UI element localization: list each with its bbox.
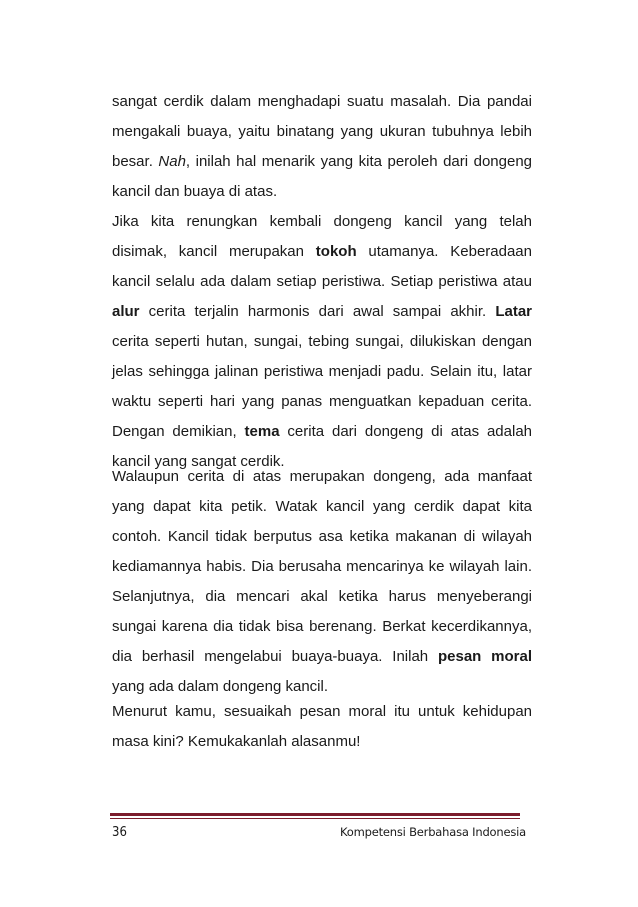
term-tema: tema <box>244 423 280 440</box>
paragraph-1 <box>112 87 532 207</box>
running-footer-title: Kompetensi Berbahasa Indonesia <box>340 825 526 839</box>
paragraph-4-text: Menurut kamu, sesuaikah pesan moral itu untuk kehidupan masa kini? Kemukakanlah alasanmu! <box>112 703 532 750</box>
footer-rule-thick <box>110 813 520 816</box>
paragraph-2-text-c: cerita terjalin harmonis dari awal sampai akhir. <box>139 303 496 320</box>
paragraph-4-question <box>112 697 532 757</box>
paragraph-3-text-b: yang ada dalam dongeng kancil. <box>112 678 328 695</box>
paragraph-2-text-d: cerita seperti hutan, sungai, tebing sungai, dilukiskan dengan jelas sehingga jalinan peristiwa menjadi padu. Selain itu, latar waktu seperti hari yang panas menguatkan kepaduan cerita. Dengan demikian, <box>112 333 532 440</box>
paragraph-3 <box>112 462 532 702</box>
term-pesan-moral: pesan moral <box>437 648 532 665</box>
term-latar: Latar <box>495 303 532 320</box>
paragraph-2-text-e: cerita dari dongeng di atas adalah kancil yang sangat cerdik. <box>112 423 532 470</box>
paragraph-2-text-b: utamanya. Keberadaan kancil selalu ada dalam setiap peristiwa. Setiap peristiwa atau <box>112 243 532 290</box>
term-tokoh: tokoh <box>315 243 357 260</box>
term-alur: alur <box>112 303 140 320</box>
footer-rule-thin <box>110 818 520 819</box>
page-number: 36 <box>112 825 127 840</box>
paragraph-2 <box>112 207 532 477</box>
emphasis-nah: Nah <box>158 153 186 170</box>
paragraph-1-text-b: , inilah hal menarik yang kita peroleh dari dongeng kancil dan buaya di atas. <box>112 153 532 200</box>
paragraph-2-text-a: Jika kita renungkan kembali dongeng kancil yang telah disimak, kancil merupakan <box>112 213 532 260</box>
paragraph-3-text-a: Walaupun cerita di atas merupakan dongeng, ada manfaat yang dapat kita petik. Watak kancil yang cerdik dapat kita contoh. Kancil tidak berputus asa ketika makanan di wilayah kediamannya habis. Dia berusaha mencarinya ke wilayah lain. Selanjutnya, dia mencari akal ketika harus menyeberangi sungai karena dia tidak bisa berenang. Berkat kecerdikannya, dia berhasil mengelabui buaya-buaya. Inilah <box>112 468 532 665</box>
paragraph-1-text-a: sangat cerdik dalam menghadapi suatu masalah. Dia pandai mengakali buaya, yaitu binatang yang ukuran tubuhnya lebih besar. <box>112 93 532 170</box>
